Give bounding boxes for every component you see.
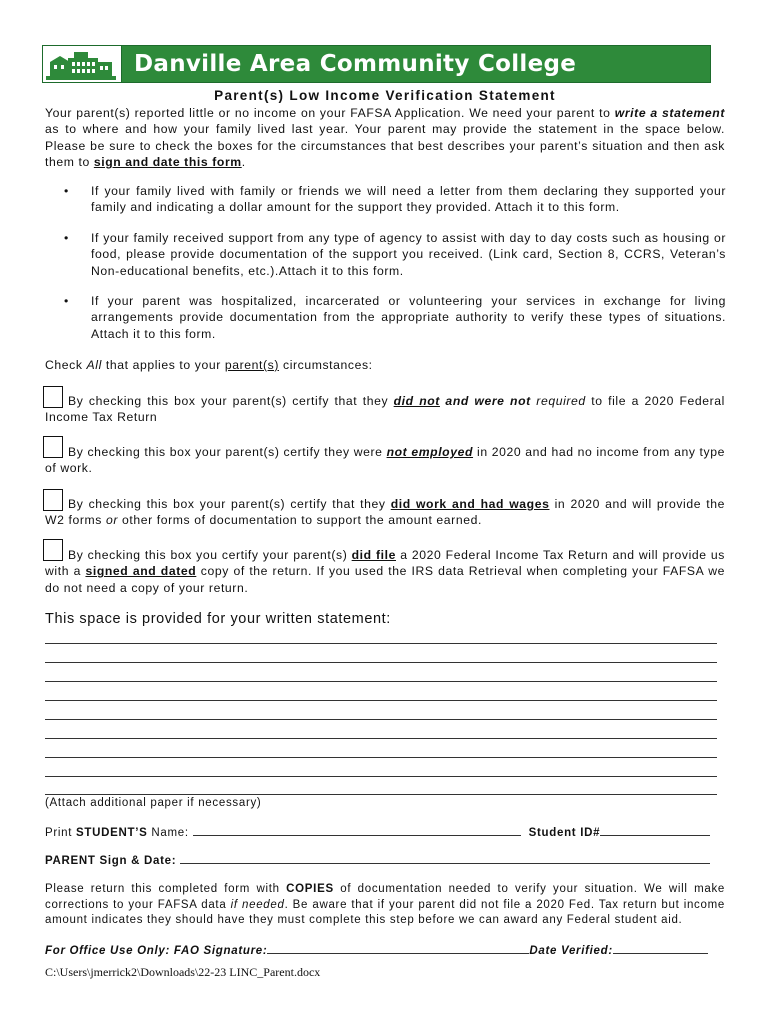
check-emph: signed and dated (85, 564, 197, 579)
college-building-logo (43, 46, 122, 82)
bullet-item (64, 293, 726, 342)
statement-line[interactable] (45, 700, 717, 701)
statement-line[interactable] (45, 643, 717, 644)
intro-write-statement: write a statement (614, 106, 726, 120)
fao-signature-field[interactable] (267, 943, 529, 954)
check-emph: did file (351, 548, 396, 562)
intro-text-5: . (241, 154, 246, 169)
return-note (45, 882, 725, 929)
statement-line[interactable] (45, 681, 717, 682)
bullet-dot-icon: • (64, 294, 69, 308)
check-text: By checking this box your parent(s) certify that they (68, 394, 394, 408)
student-id-field[interactable] (600, 825, 710, 836)
student-print-label: Print (45, 827, 77, 839)
check-all-text: Check (45, 358, 87, 372)
check-text: By checking this box your parent(s) certify that they (68, 497, 391, 511)
check-emph: did not (393, 394, 440, 408)
check-text: in 2020 and had no income from any type of work. (45, 445, 725, 476)
check-text: in 2020 and will provide the W2 forms (45, 497, 725, 528)
checkbox-did-file-label (45, 547, 725, 596)
statement-line[interactable] (45, 738, 717, 739)
date-verified-field[interactable] (613, 943, 708, 954)
return-text: . Be aware that if your parent did not file a 2020 Fed. Tax return but income amount indicates they should have they must complete this step before we can award any Federal student aid. (45, 898, 725, 926)
parent-sign-field[interactable] (180, 853, 710, 864)
bullet-dot-icon: • (64, 184, 69, 198)
check-text: copy of the return. If you used the IRS data Retrieval when completing your FAFSA we do not need a copy of your return. (45, 564, 725, 595)
check-emph: did work and had wages (390, 497, 550, 511)
bullet-text: If your family received support from any type of agency to assist with day to day costs such as housing or food, please provide documentation of the support you received. (Link card, Section 8, CCRS, Veteran’s Non-educational benefits, etc.).Attach it to this form. (91, 231, 726, 278)
statement-line[interactable] (45, 719, 717, 720)
check-text: By checking this box your parent(s) certify they were (68, 445, 387, 459)
college-building-icon (46, 48, 116, 80)
bullet-text: If your family lived with family or friends we will need a letter from them declaring they supported your family and indicating a dollar amount for the support they provided. Attach it to this form. (91, 184, 726, 215)
intro-text-1: Your parent(s) reported little or no income on your FAFSA Application. We need your parent to (45, 106, 615, 120)
statement-line[interactable] (45, 662, 717, 663)
check-emph: and were not (439, 394, 531, 408)
student-name-label: Name: (147, 827, 189, 839)
check-text: By checking this box you certify your parent(s) (68, 548, 352, 562)
statement-line[interactable] (45, 794, 717, 795)
student-row (45, 825, 725, 839)
return-text: of documentation needed to verify your situation. We will make corrections to your FAFSA data (45, 883, 725, 911)
office-use-row (45, 943, 725, 957)
check-all-text: circumstances: (279, 358, 373, 372)
check-text: other forms of documentation to support the amount earned. (117, 513, 482, 528)
college-banner (42, 45, 711, 83)
checkbox-had-wages-label (45, 496, 725, 529)
check-all-parents: parent(s) (224, 358, 280, 372)
student-name-field[interactable] (193, 825, 521, 836)
statement-line[interactable] (45, 776, 717, 777)
intro-sign-date: sign and date this form (93, 154, 242, 169)
check-text: a 2020 Federal Income Tax Return and will provide us with a (45, 548, 725, 579)
bullet-text: If your parent was hospitalized, incarcerated or volunteering your services in exchange for living arrangements provide documentation from the appropriate authority to verify these types of situations. Attach it to this form. (91, 294, 726, 341)
college-name: Danville Area Community College (122, 46, 710, 82)
attach-note: (Attach additional paper if necessary) (45, 797, 262, 809)
fao-signature-label: For Office Use Only: FAO Signature: (45, 945, 268, 957)
student-label: STUDENT’S (76, 827, 148, 839)
file-path: C:\Users\jmerrick2\Downloads\22-23 LINC_Parent.docx (45, 965, 321, 979)
student-id-label: Student ID# (528, 827, 601, 839)
parent-sign-label: PARENT Sign & Date: (45, 855, 177, 867)
bullet-dot-icon: • (64, 231, 69, 245)
check-emph: not employed (386, 445, 474, 459)
form-title: Parent(s) Low Income Verification Statement (214, 88, 556, 103)
parent-sign-row (45, 853, 725, 867)
checkbox-did-not-file-label (45, 393, 725, 426)
return-if-needed: if needed (230, 898, 285, 911)
checkbox-not-employed-label (45, 444, 725, 477)
check-all-emph: All (86, 358, 102, 372)
statement-heading: This space is provided for your written statement: (45, 611, 391, 627)
check-emph: required (530, 394, 586, 408)
bullet-item (64, 183, 726, 216)
bullet-item (64, 230, 726, 279)
return-copies: COPIES (286, 883, 334, 895)
check-all-instruction (45, 357, 725, 373)
intro-text-3: as to where and how your family lived last year. Your parent may provide the statement in the space below. Please be sure to check the boxes for the circumstances that best describes your parent’s situation and then ask them to (45, 122, 725, 169)
return-text: Please return this completed form with (45, 883, 287, 895)
check-emph: or (105, 513, 118, 528)
check-text: to file a 2020 Federal Income Tax Return (45, 394, 725, 425)
date-verified-label: Date Verified: (529, 945, 613, 957)
intro-paragraph (45, 105, 725, 170)
statement-line[interactable] (45, 757, 717, 758)
check-all-text: that applies to your (101, 358, 225, 372)
